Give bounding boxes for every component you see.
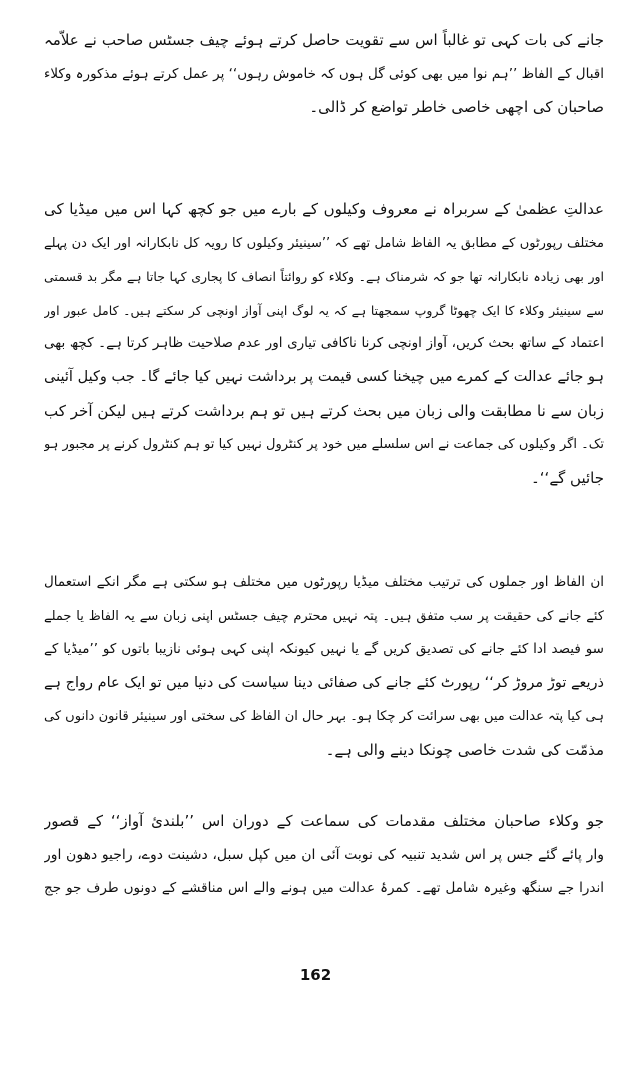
text-line: اندرا جے سنگھ وغیرہ شامل تھے۔ کمرۂ عدالت میں ہونے والے اس مناقشے کے دونوں طرف جو جج <box>44 880 604 897</box>
text-line: کئے جانے کی حقیقت پر سب متفق ہیں۔ پتہ نہیں محترم چیف جسٹس اپنی زبان سے یہ الفاظ یا جملے <box>44 608 604 624</box>
text-line: مذمّت کی شدت خاصی چونکا دینے والی ہے۔ <box>325 740 604 759</box>
text-line: اعتماد کے ساتھ بحث کریں، آواز اونچی کرنا ناکافی تیاری اور عدم صلاحیت ظاہر کرتا ہے۔ کچھ بھی <box>44 335 604 352</box>
text-line: اقبال کے الفاظ ’’ہم نوا میں بھی کوئی گل ہوں کہ خاموش رہوں‘‘ پر عمل کرتے ہوئے مذکورہ وکلاء <box>44 65 604 82</box>
text-line: تک۔ اگر وکیلوں کی جماعت نے اس سلسلے میں خود پر کنٹرول نہیں کیا تو ہم کنٹرول کرنے پر مجبور ہو <box>44 437 604 453</box>
text-line: مختلف رپورٹوں کے مطابق یہ الفاظ شامل تھے کہ ’’سینیئر وکیلوں کا رویہ کل نابکارانہ اور ایک دن پہلے <box>44 235 604 251</box>
text-line: ان الفاظ اور جملوں کی ترتیب مختلف میڈیا رپورٹوں میں مختلف ہو سکتی ہے مگر انکے استعمال <box>44 574 604 590</box>
text-line: صاحبان کی اچھی خاصی خاطر تواضع کر ڈالی۔ <box>309 98 604 117</box>
paragraph-3 <box>44 566 604 768</box>
paragraph-1 <box>44 24 604 125</box>
text-line: زبان سے نا مطابقت والی زبان میں بحث کرتے ہیں تو ہم برداشت کرتے ہیں لیکن آخر کب <box>44 401 604 420</box>
text-line: عدالتِ عظمیٰ کے سربراہ نے معروف وکیلوں کے بارے میں جو کچھ کہا اس میں میڈیا کی <box>44 200 604 218</box>
page-number: 162 <box>299 966 332 984</box>
text-line: اور بھی زیادہ نابکارانہ تھا جو کہ شرمناک ہے۔ وکلاء کو روائتاً انصاف کا پجاری کہا جاتا ہے مگر بد قسمتی <box>44 269 604 285</box>
text-line: جانے کی بات کہی تو غالباً اس سے تقویت حاصل کرتے ہوئے چیف جسٹس صاحب نے علاّمہ <box>44 31 604 49</box>
text-line: سے سینیئر وکلاء کا ایک چھوٹا گروپ سمجھتا ہے کہ یہ لوگ اپنی آواز اونچی کر سکتے ہیں۔ کامل عبور اور <box>44 302 604 318</box>
text-line: ہو جائے عدالت کے کمرے میں چیخنا کسی قیمت پر برداشت نہیں کیا جائے گا۔ جب وکیل آئینی <box>44 368 604 385</box>
text-line: جائیں گے‘‘۔ <box>531 468 604 487</box>
text-line: سو فیصد ادا کئے جانے کی تصدیق کریں گے یا نہیں کیونکہ اپنی کہی ہوئی نازیبا باتوں کو ’’میڈیا کے <box>44 641 604 658</box>
text-line: وار پائے گئے جس پر اس شدید تنبیہ کی نوبت آئی ان میں کپل سبل، دشینت دوے، راجیو دھون اور <box>44 846 604 863</box>
paragraph-2 <box>44 193 604 495</box>
text-line: ہی کیا پتہ عدالت میں بھی سرائت کر چکا ہو۔ بہر حال ان الفاظ کی سختی اور سینیئر قانون دانوں کی <box>44 709 604 725</box>
paragraph-4 <box>44 805 604 906</box>
text-line: جو وکلاء صاحبان مختلف مقدمات کی سماعت کے دوران اس ’’بلندیٔ آواز‘‘ کے قصور <box>44 812 604 830</box>
text-line: ذریعے توڑ مروڑ کر‘‘ رپورٹ کئے جانے کی صفائی دینا سیاست کی دنیا میں تو ایک عام رواج ہے <box>44 674 604 691</box>
